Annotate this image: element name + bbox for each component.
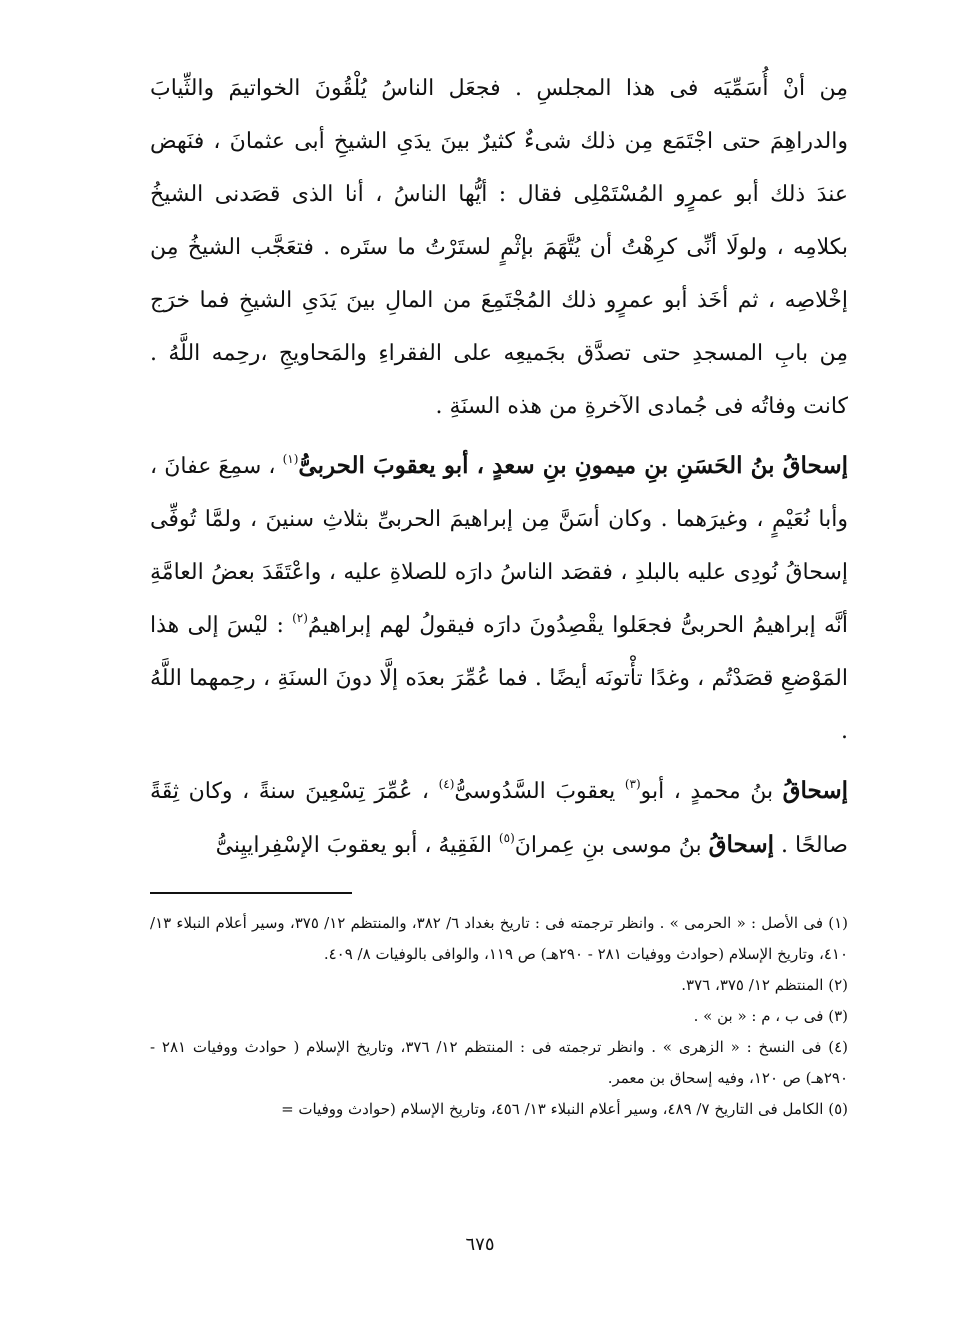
entry-text: ، عُمِّرَ تِسْعِينَ سنةً ، وكان ثِقَةً صالحًا .	[150, 779, 848, 858]
entry-text: يعقوبَ السَّدُوسىُّ	[454, 779, 625, 804]
biography-entry-ishaq-al-harbi	[150, 439, 848, 758]
footnotes	[150, 908, 848, 1125]
footnote-ref-4: (٤)	[438, 777, 455, 791]
footnote-2: (٢) المنتظم ١٢/ ٣٧٥، ٣٧٦.	[681, 976, 848, 994]
footnote-4: (٤) فى النسخ : « الزهرى » . وانظر ترجمته فى : المنتظم ١٢/ ٣٧٦، وتاريخ الإسلام ( حوادث ووفيات ٢٨١ - ٢٩٠هـ) ص ١٢٠، وفيه إسحاق بن معمر.	[150, 1038, 848, 1087]
biography-entry-ishaq-al-sadusi	[150, 764, 848, 872]
footnote-ref-2: (٢)	[292, 611, 308, 625]
footnote-ref-1: (١)	[282, 452, 299, 466]
entry-text: الفَقِيهُ ، أبو يعقوبَ الإسْفِراييِنىُّ	[215, 833, 499, 858]
body-paragraph-1: مِن أنْ أُسَمِّيَه فى هذا المجلسِ . فجعَل الناسُ يُلْقُونَ الخواتيمَ والثِّيابَ والدراهِمَ حتى اجْتَمَع مِن ذلك شىءٌ كثيرٌ بينَ يدَىِ الشيخِ أبى عثمانَ ، فنَهض عندَ ذلك أبو عمرٍو المُسْتَمْلِى فقال : أيُّها الناسُ ، أنا الذى قصَدنى الشيخُ بكلامِه ، ولولَا أنِّى كرِهْتُ أن يُتَّهَمَ بإثْمٍ لستَرْتُ ما ستَره . فتعَجَّب الشيخُ مِن إخْلاصِه ، ثم أخَذ أبو عمرٍو ذلك المُجْتَمِعَ من المالِ بينَ يَدَىِ الشيخِ فما خرَج مِن بابِ المسجدِ حتى تصدَّق بجَميعِه على الفقراءِ والمَحاويجِ ،رحِمه اللَّهُ . كانت وفاتُه فى جُمادى الآخرةِ من هذه السنَةِ .	[150, 76, 848, 419]
footnote-5: (٥) الكامل فى التاريخ ٧/ ٤٨٩، وسير أعلام النبلاء ١٣/ ٤٥٦، وتاريخ الإسلام (حوادث ووفيات =	[281, 1100, 848, 1118]
footnote-divider	[150, 892, 352, 894]
page-number: ٦٧٥	[465, 1234, 495, 1255]
entry-heading: إسحاقُ بنُ الحَسَنِ بنِ ميمونِ بنِ سعدٍ ، أبو يعقوبَ الحربىُّ	[298, 452, 848, 479]
footnote-3: (٣) فى ب ، م : « بن » .	[693, 1007, 848, 1025]
entry-heading-2: إسحاقُ	[708, 831, 775, 858]
footnote-ref-5: (٥)	[498, 831, 515, 845]
footnote-ref-3: (٣)	[624, 777, 641, 791]
footnote-divider-wrap	[150, 872, 848, 908]
entry-text-continued: : ليْسَ إلى هذا المَوْضعِ قصَدْتُم ، وغدًا تأْتونَه أيضًا . فما عُمِّرَ بعدَه إلَّا دونَ السنَةِ ، رحِمهما اللَّهُ .	[150, 613, 848, 744]
entry-text: بنُ موسى بنِ عِمرانَ	[514, 833, 709, 858]
entry-text: ، سمِعَ عفانَ ، وأبا نُعَيْمٍ ، وغيرَهما . وكان أسَنَّ مِن إبراهيمَ الحربىِّ بثلاثِ سنينَ ، ولمَّا تُوفِّى إسحاقُ نُودِى عليه بالبلدِ ، فقصَد الناسُ دارَه للصلاةِ عليه ، واعْتَقَدَ بعضُ العامَّةِ أنَّه إبراهيمُ الحربىُّ فجعَلوا يقْصِدُونَ دارَه فيقولُ لهم إبراهيمُ	[150, 454, 848, 638]
entry-heading: إسحاقُ	[782, 777, 848, 804]
footnote-1: (١) فى الأصل : « الحرمى » . وانظر ترجمته فى : تاريخ بغداد ٦/ ٣٨٢، والمنتظم ١٢/ ٣٧٥، وسير أعلام النبلاء ١٣/ ٤١٠، وتاريخ الإسلام (حوادث ووفيات ٢٨١ - ٢٩٠هـ) ص ١١٩، والوافى بالوفيات ٨/ ٤٠٩.	[150, 914, 849, 963]
entry-text: بنُ محمدٍ ، أبو	[640, 779, 783, 804]
